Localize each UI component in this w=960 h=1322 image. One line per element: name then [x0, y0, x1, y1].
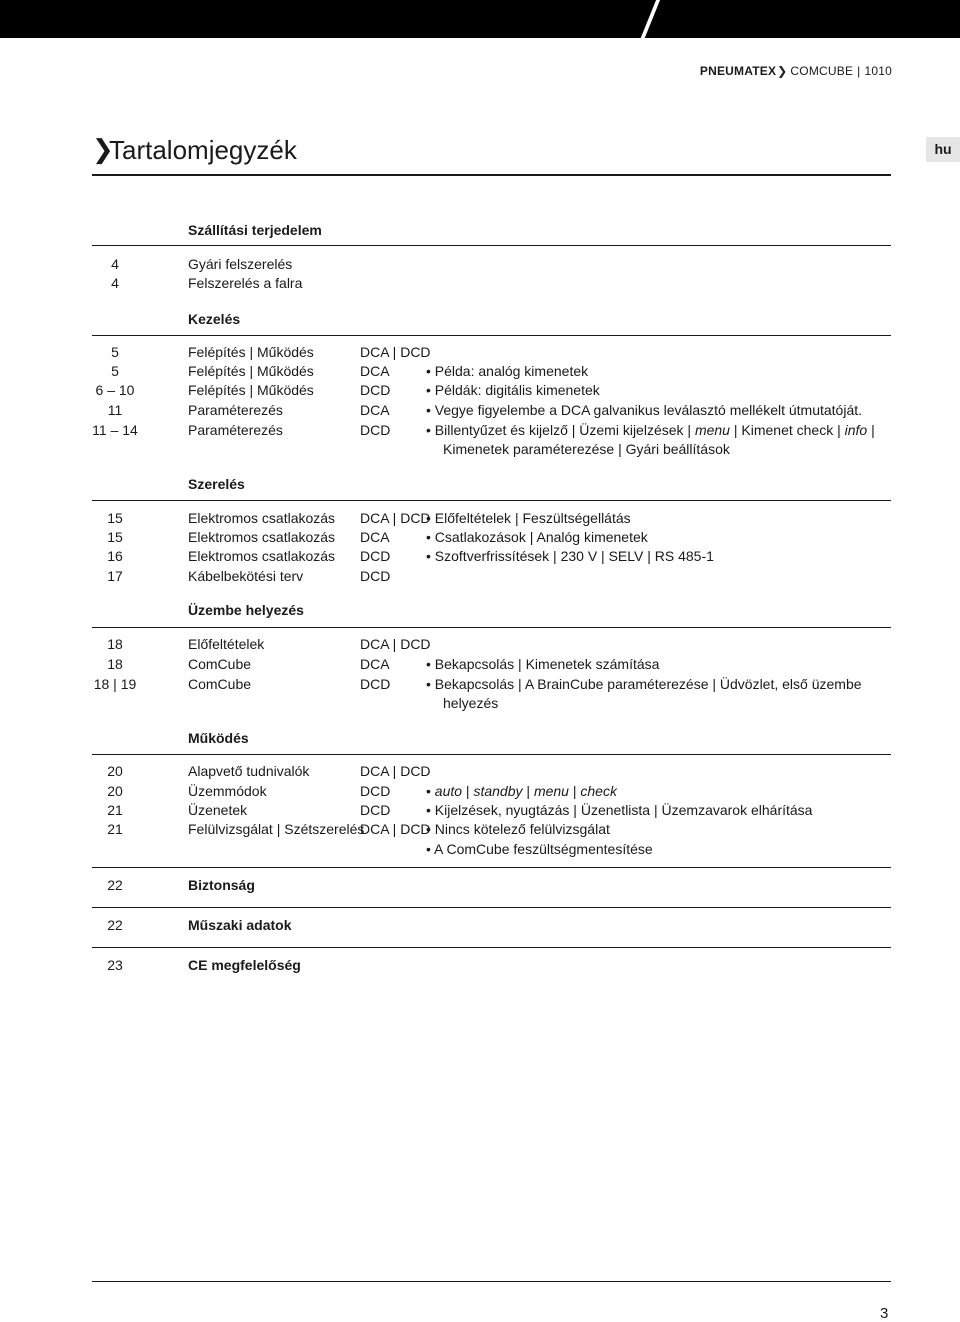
toc-detail: helyezés	[443, 695, 499, 711]
toc-page: 15	[107, 529, 123, 545]
toc-version: DCA | DCD	[360, 763, 431, 779]
toc-entry: Előfeltételek	[188, 636, 265, 652]
detail-italic: menu	[694, 422, 730, 438]
toc-page: 11 – 14	[92, 422, 138, 438]
toc-page: 4	[111, 256, 119, 272]
toc-row	[92, 800, 892, 820]
toc-entry: Felépítés | Működés	[188, 382, 314, 398]
toc-page: 16	[107, 548, 123, 564]
toc-page: 22	[107, 917, 123, 933]
toc-row-continuation	[92, 839, 892, 859]
section-title: Szállítási terjedelem	[188, 222, 322, 238]
toc-version: DCA	[360, 363, 390, 379]
toc-entry: Üzemmódok	[188, 783, 267, 799]
toc-row	[92, 674, 892, 694]
section-title: Üzembe helyezés	[188, 602, 304, 618]
toc-detail: • Példa: analóg kimenetek	[426, 363, 589, 379]
brand-chevron-icon: ❯	[777, 64, 788, 78]
toc-page: 20	[107, 763, 123, 779]
section-rule	[92, 867, 891, 868]
toc-version: DCD	[360, 422, 391, 438]
toc-row	[92, 546, 892, 566]
toc-page: 11	[107, 402, 123, 418]
toc-row	[92, 875, 892, 895]
detail-separator: |	[462, 783, 474, 799]
toc-entry: Felszerelés a falra	[188, 275, 303, 291]
toc-page: 5	[111, 344, 119, 360]
toc-page: 21	[107, 802, 123, 818]
detail-italic: auto	[434, 783, 463, 799]
section-rule	[92, 335, 891, 336]
toc-entry: Elektromos csatlakozás	[188, 548, 336, 564]
toc-entry: Felépítés | Működés	[188, 344, 314, 360]
detail-separator: |	[522, 783, 534, 799]
toc-version: DCD	[360, 568, 391, 584]
toc-page: 5	[111, 363, 119, 379]
toc-row	[92, 761, 892, 781]
toc-row	[92, 380, 892, 400]
page-header	[700, 64, 892, 78]
toc-entry: Felépítés | Működés	[188, 363, 314, 379]
toc-version: DCA | DCD	[360, 636, 431, 652]
toc-page: 18 | 19	[93, 676, 137, 692]
toc-row-continuation	[92, 439, 892, 459]
section-rule	[92, 245, 891, 246]
toc-row	[92, 781, 892, 801]
section-title: CE megfelelőség	[188, 957, 301, 973]
section-title: Szerelés	[188, 476, 245, 492]
section-rule	[92, 500, 891, 501]
detail-text: | Kimenet check |	[729, 422, 845, 438]
toc-row	[92, 527, 892, 547]
toc-page: 21	[107, 821, 123, 837]
detail-separator: |	[568, 783, 581, 799]
detail-text: |	[867, 422, 875, 438]
detail-italic: info	[844, 422, 868, 438]
detail-bullet: •	[426, 783, 435, 799]
toc-entry: Kábelbekötési terv	[188, 568, 304, 584]
toc-entry: Gyári felszerelés	[188, 256, 293, 272]
toc-detail: Kimenetek paraméterezése | Gyári beállítások	[443, 441, 730, 457]
detail-text: • Billentyűzet és kijelző | Üzemi kijelzések |	[426, 422, 695, 438]
toc-row	[92, 566, 892, 586]
toc-detail: • Vegye figyelembe a DCA galvanikus leválasztó mellékelt útmutatóját.	[426, 402, 863, 418]
detail-italic: check	[580, 783, 617, 799]
title-row	[92, 132, 891, 176]
toc-row	[92, 273, 892, 293]
section-rule	[92, 907, 891, 908]
toc-version: DCD	[360, 676, 391, 692]
toc-row	[92, 634, 892, 654]
detail-italic: standby	[473, 783, 523, 799]
toc-version: DCD	[360, 802, 391, 818]
toc-detail: • Előfeltételek | Feszültségellátás	[426, 510, 631, 526]
section-title: Műszaki adatok	[188, 917, 292, 933]
toc-row	[92, 342, 892, 362]
toc-row	[92, 508, 892, 528]
section-rule	[92, 754, 891, 755]
toc-version: DCD	[360, 548, 391, 564]
toc-page: 18	[107, 636, 123, 652]
toc-page: 17	[107, 568, 123, 584]
toc-page: 6 – 10	[95, 382, 135, 398]
toc-version: DCA | DCD	[360, 510, 431, 526]
toc-entry: Elektromos csatlakozás	[188, 529, 336, 545]
toc-row	[92, 955, 892, 975]
toc-entry: Alapvető tudnivalók	[188, 763, 310, 779]
section-rule	[92, 627, 891, 628]
toc-page: 4	[111, 275, 119, 291]
toc-version: DCA	[360, 529, 390, 545]
top-bar	[0, 0, 960, 38]
toc-row	[92, 361, 892, 381]
toc-detail	[426, 420, 875, 440]
toc-row-continuation	[92, 693, 892, 713]
header-separator: |	[857, 64, 861, 78]
toc-row	[92, 254, 892, 274]
toc-row	[92, 420, 892, 440]
section-title: Biztonság	[188, 877, 255, 893]
toc-page: 22	[107, 877, 123, 893]
toc-detail: • Csatlakozások | Analóg kimenetek	[426, 529, 648, 545]
toc-version: DCA | DCD	[360, 821, 431, 837]
brand-name: PNEUMATEX	[699, 64, 777, 78]
toc-version: DCD	[360, 382, 391, 398]
toc-page: 18	[107, 656, 123, 672]
toc-row	[92, 400, 892, 420]
title-chevron-icon: ❯	[92, 134, 114, 164]
section-title: Működés	[188, 730, 249, 746]
page-title: Tartalomjegyzék	[109, 135, 297, 165]
detail-italic: menu	[533, 783, 569, 799]
section-rule	[92, 947, 891, 948]
toc-version: DCA | DCD	[360, 344, 431, 360]
toc-detail	[426, 781, 617, 801]
section-title: Kezelés	[188, 311, 241, 327]
toc-entry: Paraméterezés	[188, 422, 283, 438]
toc-detail: • Példák: digitális kimenetek	[426, 382, 600, 398]
page-number: 3	[880, 1305, 889, 1322]
toc-detail: • Kijelzések, nyugtázás | Üzenetlista | Üzemzavarok elhárítása	[426, 802, 813, 818]
toc-detail: • A ComCube feszültségmentesítése	[426, 841, 653, 857]
toc-detail: • Nincs kötelező felülvizsgálat	[426, 821, 610, 837]
toc-entry: Paraméterezés	[188, 402, 283, 418]
toc-row	[92, 915, 892, 935]
toc-version: DCA	[360, 402, 390, 418]
language-tag: hu	[926, 137, 960, 162]
toc-entry: Elektromos csatlakozás	[188, 510, 336, 526]
toc-page: 20	[107, 783, 123, 799]
toc-entry: ComCube	[188, 676, 252, 692]
toc-version: DCD	[360, 783, 391, 799]
toc-row	[92, 819, 892, 839]
footer-rule	[92, 1281, 891, 1282]
toc-entry: ComCube	[188, 656, 252, 672]
toc-row	[92, 654, 892, 674]
toc-detail: • Bekapcsolás | Kimenetek számítása	[426, 656, 660, 672]
model-number: 1010	[864, 64, 892, 78]
toc-page: 15	[107, 510, 123, 526]
top-bar-slash-mark	[638, 0, 661, 38]
toc-detail: • Szoftverfrissítések | 230 V | SELV | RS 485-1	[426, 548, 714, 564]
toc-version: DCA	[360, 656, 390, 672]
product-name: COMCUBE	[790, 64, 854, 78]
toc-entry: Felülvizsgálat | Szétszerelés	[188, 821, 365, 837]
toc-page: 23	[107, 957, 123, 973]
toc-entry: Üzenetek	[188, 802, 248, 818]
toc-detail: • Bekapcsolás | A BrainCube paraméterezése | Üdvözlet, első üzembe	[426, 676, 862, 692]
